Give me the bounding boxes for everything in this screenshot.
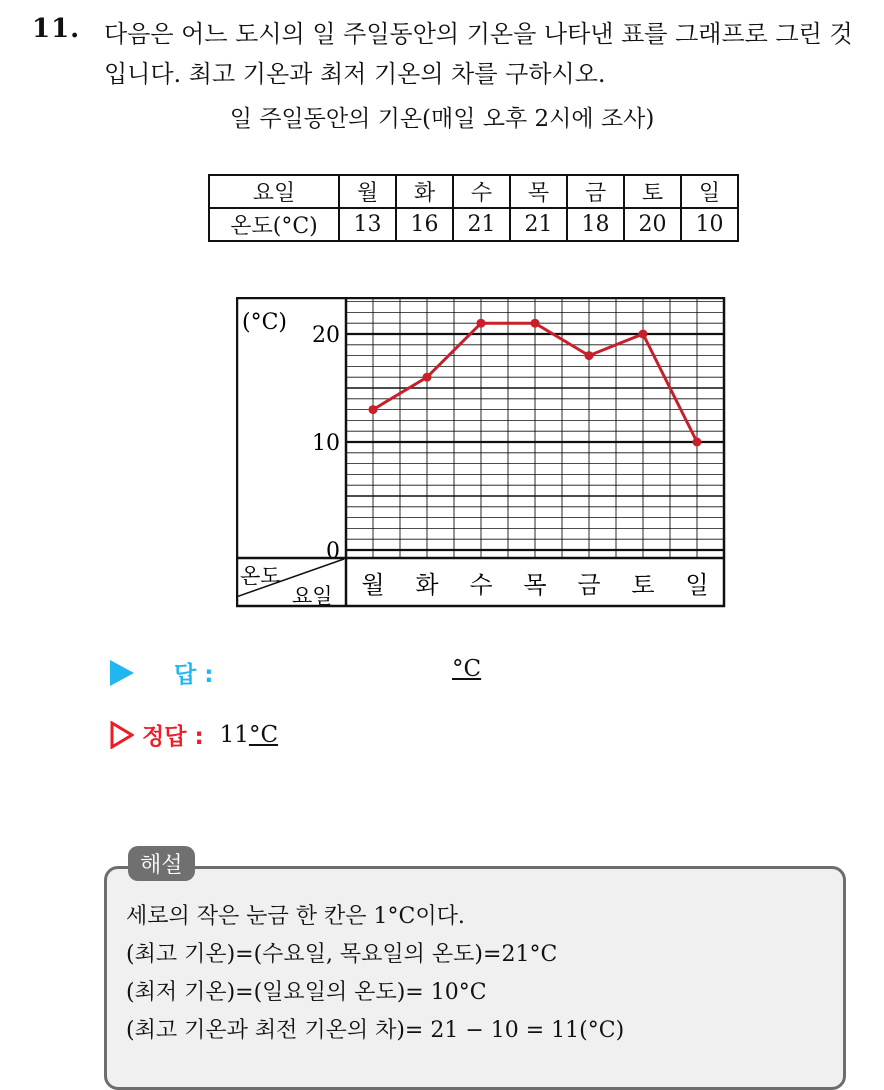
- correct-value: 11: [219, 721, 249, 748]
- correct-answer-value: [220, 722, 278, 748]
- y-tick-label: 10: [312, 431, 340, 456]
- table-cell-day: 일: [681, 175, 738, 208]
- y-tick-label: 0: [326, 539, 340, 564]
- x-tick-label: 수: [469, 571, 493, 599]
- corner-label-temp: 온도: [240, 564, 281, 588]
- table-cell-temp: 21: [453, 208, 510, 241]
- data-point: [477, 319, 486, 328]
- correct-answer-row: [110, 718, 278, 751]
- table-cell-day: 수: [453, 175, 510, 208]
- answer-row: [110, 656, 213, 689]
- answer-label: 답 :: [174, 662, 214, 688]
- x-tick-label: 일: [685, 571, 709, 599]
- table-cell-temp: 13: [339, 208, 396, 241]
- x-tick-label: 월: [361, 571, 385, 599]
- table-cell-temp: 16: [396, 208, 453, 241]
- answer-unit: °C: [452, 656, 482, 682]
- table-row-temps: [209, 208, 738, 241]
- y-tick-label: 20: [312, 323, 340, 348]
- data-point: [531, 319, 540, 328]
- table-cell-day: 토: [624, 175, 681, 208]
- x-tick-label: 토: [631, 571, 655, 599]
- table-cell-day: 금: [567, 175, 624, 208]
- table-title: 일 주일동안의 기온(매일 오후 2시에 조사): [229, 106, 655, 132]
- table-cell-temp: 21: [510, 208, 567, 241]
- y-unit-label: (°C): [242, 310, 287, 335]
- explanation-lines: [126, 898, 624, 1050]
- table-cell-temp: 10: [681, 208, 738, 241]
- explanation-line: (최고 기온)=(수요일, 목요일의 온도)=21°C: [126, 942, 558, 967]
- table-row-days: [209, 175, 738, 208]
- explanation-line: (최고 기온과 최전 기온의 차)= 21 − 10 = 11(°C): [126, 1018, 625, 1043]
- x-tick-label: 금: [577, 571, 601, 599]
- corner-cell: [236, 559, 344, 608]
- question-number: 11.: [32, 14, 81, 44]
- play-triangle-icon: [110, 660, 134, 686]
- x-tick-label: 화: [415, 571, 439, 599]
- x-tick-label: 목: [523, 571, 547, 599]
- corner-label-day: 요일: [292, 584, 333, 608]
- explanation-tag: 해설: [128, 846, 195, 881]
- data-point: [693, 438, 702, 447]
- row-header-temp: 온도(°C): [209, 208, 339, 241]
- correct-unit: °C: [248, 721, 279, 748]
- table-cell-day: 월: [339, 175, 396, 208]
- data-point: [639, 330, 648, 339]
- temperature-table: [208, 174, 739, 242]
- temperature-line-chart: [236, 297, 726, 609]
- table-cell-temp: 20: [624, 208, 681, 241]
- outline-triangle-icon: [110, 721, 134, 749]
- explanation-line: 세로의 작은 눈금 한 칸은 1°C이다.: [126, 904, 465, 929]
- row-header-day: 요일: [209, 175, 339, 208]
- correct-answer-label: 정답 :: [142, 724, 204, 750]
- data-point: [369, 405, 378, 414]
- explanation-line: (최저 기온)=(일요일의 온도)= 10°C: [126, 980, 487, 1005]
- table-cell-day: 화: [396, 175, 453, 208]
- table-cell-day: 목: [510, 175, 567, 208]
- question-text: 다음은 어느 도시의 일 주일동안의 기온을 나타낸 표를 그래프로 그린 것 입니다. 최고 기온과 최저 기온의 차를 구하시오.: [104, 20, 853, 88]
- table-cell-temp: 18: [567, 208, 624, 241]
- data-point: [585, 351, 594, 360]
- data-point: [423, 373, 432, 382]
